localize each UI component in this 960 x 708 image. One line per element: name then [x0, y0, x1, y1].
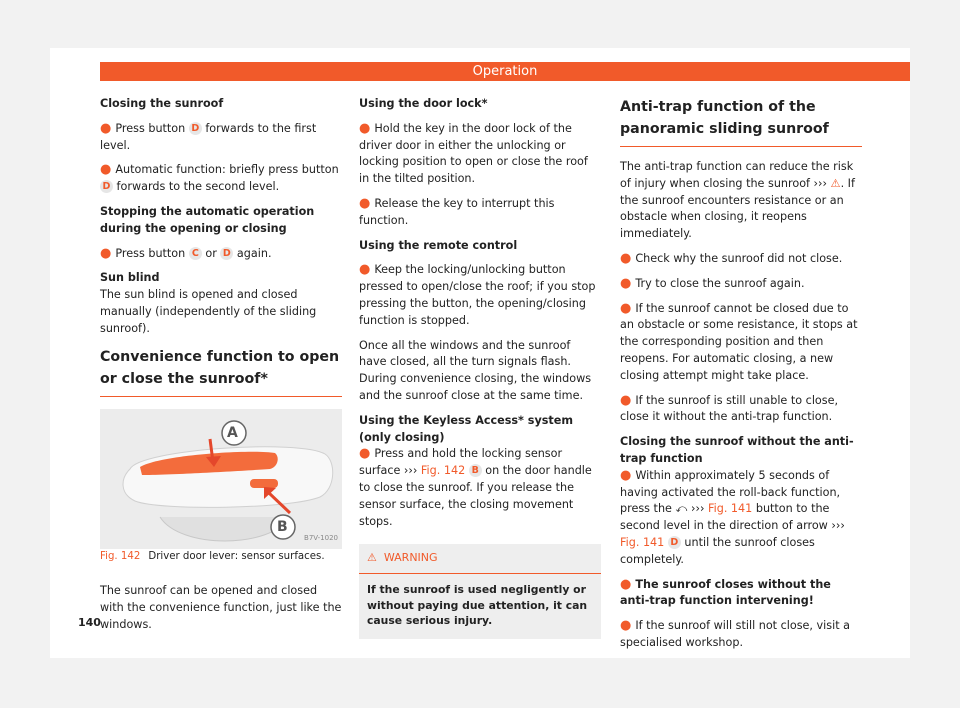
conv-text: The sunroof can be opened and closed with the convenience function, just like the windows.: [100, 584, 342, 631]
bullet-icon: ●: [620, 618, 632, 634]
closing-title: Closing the sunroof: [100, 97, 224, 110]
key-d-icon: D: [100, 180, 113, 193]
key-c-icon: C: [189, 247, 202, 260]
bullet-icon: ●: [359, 446, 371, 462]
figure-label-b: B: [277, 518, 288, 535]
anti-trap-intro: The anti-trap function can reduce the risk of injury when closing the sunroof ››› ⚠. If the sunroof encounters resistance or an obstacle when closing, it reopens immediately.: [620, 160, 855, 241]
stop-title: Stopping the automatic operation during the opening or closing: [100, 204, 315, 235]
conv-heading: Convenience function to open or close the sunroof*: [100, 346, 342, 397]
warning-icon: ⚠: [367, 551, 377, 565]
door-lever-figure: [100, 409, 342, 549]
bullet-check: ● Check why the sunroof did not close.: [620, 250, 843, 266]
bullet-icon: ●: [620, 392, 632, 408]
bullet-door-lock-1: ● Hold the key in the door lock of the driver door in either the unlocking or locking position to open or close the roof in the tilted position.: [359, 120, 588, 186]
bullet-icon: ●: [100, 162, 112, 178]
key-b-icon: B: [469, 464, 482, 477]
bullet-within: ● Within approximately 5 seconds of having activated the roll-back function, press the ⤺ ››› Fig. 141 button to the second level in the direction of arrow ››› Fig. 141 D until the sunroof closes completely.: [620, 467, 845, 566]
fig-ref-link[interactable]: Fig. 142: [420, 464, 466, 478]
key-d-icon: D: [668, 536, 681, 549]
figure-code: B7V-1020: [304, 533, 338, 542]
column-2: [359, 96, 601, 639]
bullet-stop: ● Press button C or D again.: [100, 245, 272, 261]
bullet-icon: ●: [359, 195, 371, 211]
warning-header: ⚠ WARNING: [359, 544, 601, 574]
fig-ref-link[interactable]: Fig. 141: [707, 502, 753, 516]
fig-ref-link[interactable]: Fig. 141: [620, 535, 665, 549]
bullet-try: ● Try to close the sunroof again.: [620, 275, 805, 291]
bullet-obstacle: ● If the sunroof cannot be closed due to an obstacle or some resistance, it stops at the corresponding position and then reopens. For automatic closing, a new closing attempt might take place.: [620, 300, 858, 382]
bullet-bold: ● The sunroof closes without the anti-trap function intervening!: [620, 576, 831, 608]
page-number: 140: [78, 616, 101, 629]
section-header: Operation: [100, 62, 910, 81]
bullet-remote: ● Keep the locking/unlocking button pressed to open/close the roof; if you stop pressing the button, the opening/closing function is stopped.: [359, 262, 596, 327]
figure-label-a: A: [227, 424, 238, 441]
without-title: Closing the sunroof without the anti-trap function: [620, 435, 854, 465]
anti-trap-heading: Anti-trap function of the panoramic sliding sunroof: [620, 96, 862, 147]
door-handle-illustration: [100, 409, 342, 549]
key-d-icon: D: [220, 247, 233, 260]
bullet-icon: ●: [359, 120, 371, 136]
rollback-icon: ⤺: [675, 502, 688, 516]
fig-ref: Fig. 142: [100, 550, 141, 562]
manual-page: [50, 48, 910, 658]
bullet-workshop: ● If the sunroof will still not close, visit a specialised workshop.: [620, 618, 850, 649]
bullet-door-lock-2: ● Release the key to interrupt this function.: [359, 195, 555, 227]
bullet-keyless: ● Press and hold the locking sensor surface ››› Fig. 142 B on the door handle to close the sunroof. If you release the sensor surface, the closing movement stops.: [359, 446, 592, 528]
warning-text: If the sunroof is used negligently or without paying due attention, it can cause serious injury.: [367, 583, 588, 628]
column-3: [620, 96, 862, 652]
bullet-icon: ●: [620, 250, 632, 266]
key-d-icon: D: [189, 122, 202, 135]
bullet-icon: ●: [359, 262, 371, 278]
warning-ref-icon: ⚠: [830, 176, 841, 190]
figure-caption: Fig. 142 Driver door lever: sensor surfaces.: [100, 550, 325, 562]
bullet-icon: ●: [620, 576, 632, 592]
keyless-title: Using the Keyless Access* system (only closing): [359, 413, 574, 444]
door-lock-title: Using the door lock*: [359, 97, 488, 110]
bullet-icon: ●: [620, 275, 632, 291]
bullet-icon: ●: [100, 120, 112, 136]
blind-title: Sun blind: [100, 271, 160, 285]
remote-title: Using the remote control: [359, 238, 518, 252]
bullet-icon: ●: [100, 245, 112, 261]
bullet-auto: ● Automatic function: briefly press button D forwards to the second level.: [100, 162, 339, 194]
bullet-press-d: ● Press button D forwards to the first level.: [100, 120, 317, 152]
bullet-icon: ●: [620, 300, 632, 316]
bullet-icon: ●: [620, 467, 632, 483]
blind-text: The sun blind is opened and closed manually (independently of the sliding sunroof).: [100, 288, 317, 335]
column-1: [100, 96, 342, 634]
bullet-unable: ● If the sunroof is still unable to close, close it without the anti-trap function.: [620, 392, 839, 424]
remote-paragraph: Once all the windows and the sunroof have closed, all the turn signals flash. During convenience closing, the windows and the sunroof close at the same time.: [359, 338, 592, 402]
warning-box: [359, 544, 601, 638]
